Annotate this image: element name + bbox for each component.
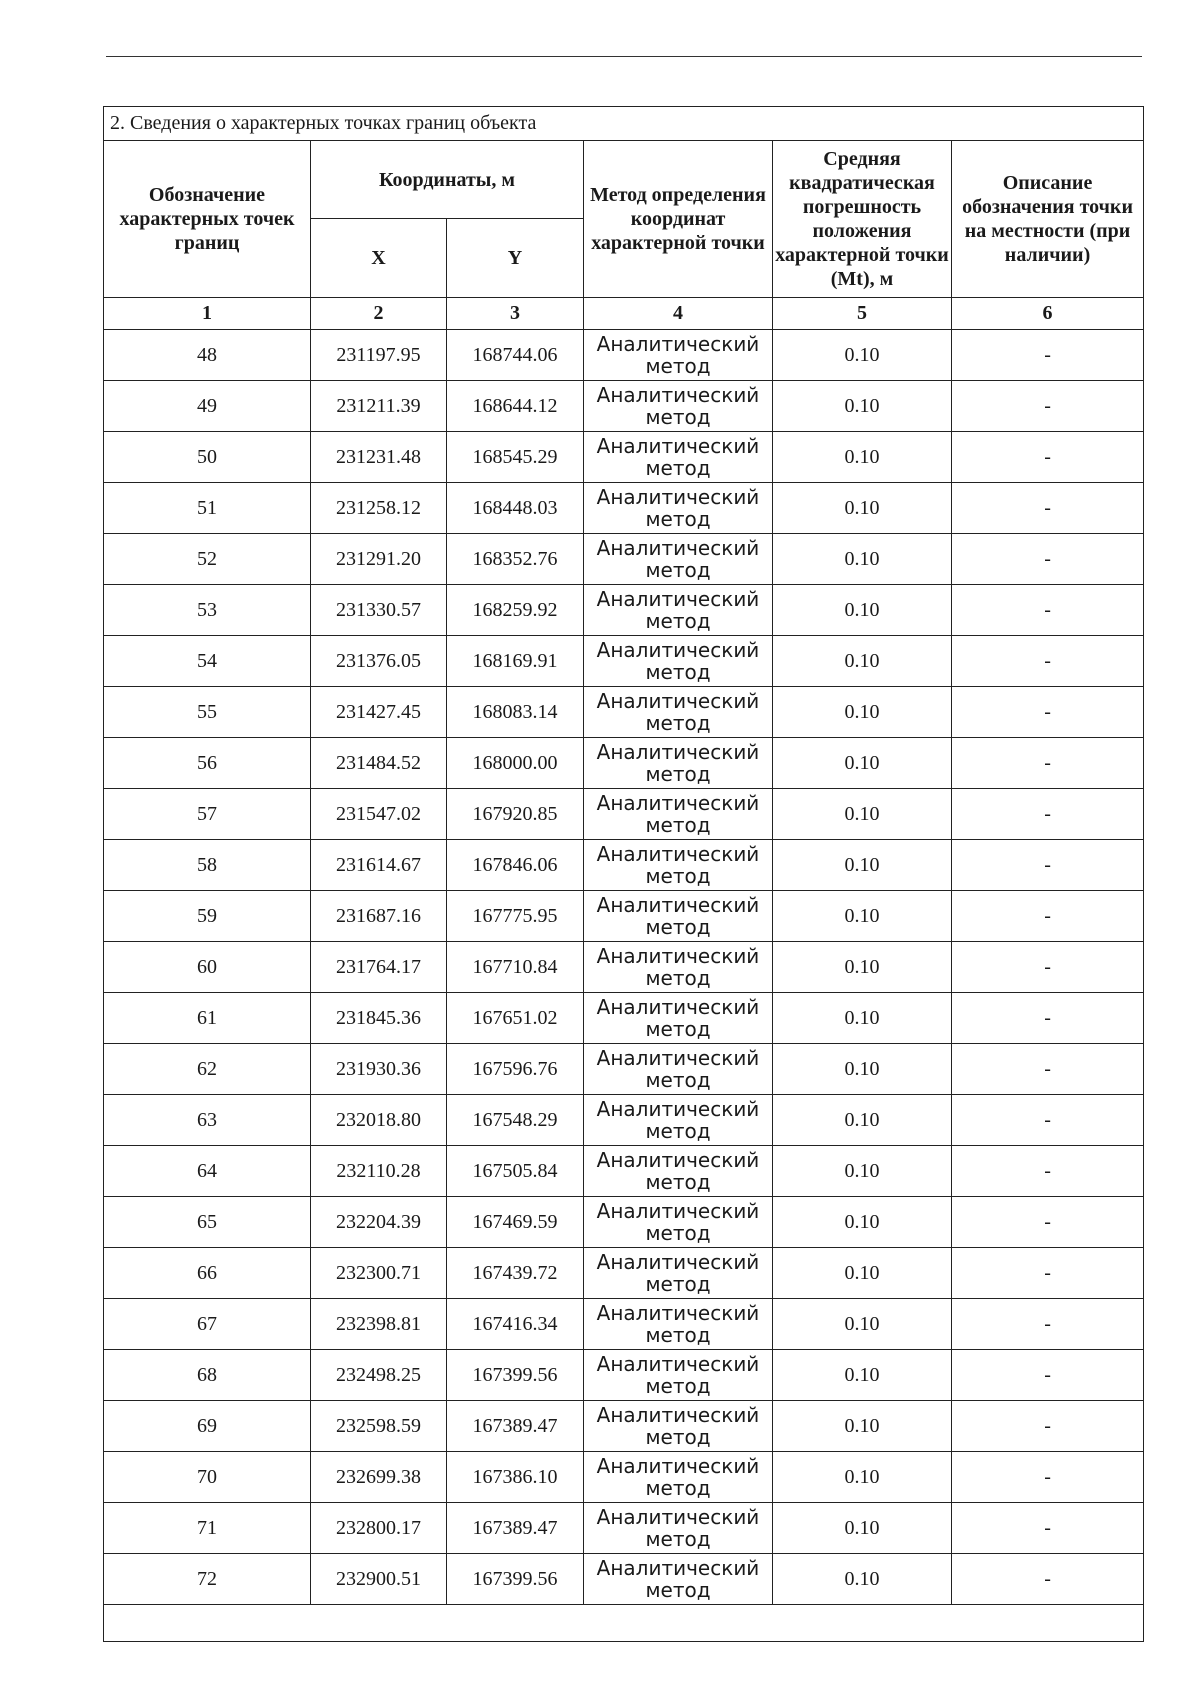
table-row: [104, 993, 1144, 1044]
column-number: 1: [104, 298, 311, 330]
description-cell: -: [952, 840, 1144, 891]
description-cell: -: [952, 330, 1144, 381]
error-cell: 0.10: [773, 1146, 952, 1197]
y-coordinate-cell: 168000.00: [447, 738, 584, 789]
column-number: 6: [952, 298, 1144, 330]
method-cell: Аналитический метод: [584, 381, 773, 432]
y-coordinate-cell: 167920.85: [447, 789, 584, 840]
document-sheet: [103, 106, 1143, 1642]
x-coordinate-cell: 232204.39: [311, 1197, 447, 1248]
error-cell: 0.10: [773, 942, 952, 993]
x-coordinate-cell: 231484.52: [311, 738, 447, 789]
table-row: [104, 687, 1144, 738]
table-row: [104, 330, 1144, 381]
table-row: [104, 789, 1144, 840]
error-cell: 0.10: [773, 534, 952, 585]
y-coordinate-cell: 167399.56: [447, 1350, 584, 1401]
method-cell: Аналитический метод: [584, 483, 773, 534]
description-cell: -: [952, 789, 1144, 840]
y-coordinate-cell: 167439.72: [447, 1248, 584, 1299]
description-cell: -: [952, 993, 1144, 1044]
x-coordinate-cell: 231614.67: [311, 840, 447, 891]
error-cell: 0.10: [773, 1350, 952, 1401]
point-number-cell: 55: [104, 687, 311, 738]
column-number: 2: [311, 298, 447, 330]
description-cell: -: [952, 381, 1144, 432]
point-number-cell: 54: [104, 636, 311, 687]
x-coordinate-cell: 231845.36: [311, 993, 447, 1044]
x-coordinate-cell: 231687.16: [311, 891, 447, 942]
method-cell: Аналитический метод: [584, 636, 773, 687]
x-coordinate-cell: 232900.51: [311, 1554, 447, 1605]
method-cell: Аналитический метод: [584, 432, 773, 483]
table-row: [104, 891, 1144, 942]
x-coordinate-cell: 232398.81: [311, 1299, 447, 1350]
error-cell: 0.10: [773, 1044, 952, 1095]
method-cell: Аналитический метод: [584, 738, 773, 789]
y-coordinate-cell: 167775.95: [447, 891, 584, 942]
empty-footer-row: [104, 1605, 1144, 1642]
header-error: Средняя квадратическая погрешность положения характерной точки (Mt), м: [773, 141, 952, 298]
y-coordinate-cell: 167651.02: [447, 993, 584, 1044]
y-coordinate-cell: 168644.12: [447, 381, 584, 432]
top-rule: [106, 56, 1142, 57]
table-row: [104, 738, 1144, 789]
description-cell: -: [952, 1503, 1144, 1554]
error-cell: 0.10: [773, 330, 952, 381]
x-coordinate-cell: 232018.80: [311, 1095, 447, 1146]
error-cell: 0.10: [773, 738, 952, 789]
x-coordinate-cell: 232598.59: [311, 1401, 447, 1452]
error-cell: 0.10: [773, 1401, 952, 1452]
description-cell: -: [952, 1146, 1144, 1197]
error-cell: 0.10: [773, 1248, 952, 1299]
header-y: Y: [447, 219, 584, 298]
error-cell: 0.10: [773, 1452, 952, 1503]
description-cell: -: [952, 942, 1144, 993]
table-row: [104, 1095, 1144, 1146]
method-cell: Аналитический метод: [584, 1044, 773, 1095]
method-cell: Аналитический метод: [584, 687, 773, 738]
y-coordinate-cell: 167596.76: [447, 1044, 584, 1095]
error-cell: 0.10: [773, 1554, 952, 1605]
table-row: [104, 1503, 1144, 1554]
point-number-cell: 60: [104, 942, 311, 993]
y-coordinate-cell: 168259.92: [447, 585, 584, 636]
method-cell: Аналитический метод: [584, 1248, 773, 1299]
error-cell: 0.10: [773, 891, 952, 942]
x-coordinate-cell: 231547.02: [311, 789, 447, 840]
x-coordinate-cell: 232699.38: [311, 1452, 447, 1503]
column-number: 3: [447, 298, 584, 330]
error-cell: 0.10: [773, 1503, 952, 1554]
y-coordinate-cell: 167548.29: [447, 1095, 584, 1146]
point-number-cell: 70: [104, 1452, 311, 1503]
header-designation: Обозначение характерных точек границ: [104, 141, 311, 298]
y-coordinate-cell: 168545.29: [447, 432, 584, 483]
x-coordinate-cell: 231211.39: [311, 381, 447, 432]
header-description: Описание обозначения точки на местности (при наличии): [952, 141, 1144, 298]
y-coordinate-cell: 167386.10: [447, 1452, 584, 1503]
y-coordinate-cell: 167399.56: [447, 1554, 584, 1605]
description-cell: -: [952, 1554, 1144, 1605]
point-number-cell: 63: [104, 1095, 311, 1146]
y-coordinate-cell: 168169.91: [447, 636, 584, 687]
point-number-cell: 53: [104, 585, 311, 636]
section-title: 2. Сведения о характерных точках границ объекта: [104, 107, 1144, 141]
description-cell: -: [952, 1248, 1144, 1299]
error-cell: 0.10: [773, 636, 952, 687]
y-coordinate-cell: 167846.06: [447, 840, 584, 891]
x-coordinate-cell: 231258.12: [311, 483, 447, 534]
method-cell: Аналитический метод: [584, 1452, 773, 1503]
description-cell: -: [952, 432, 1144, 483]
x-coordinate-cell: 231197.95: [311, 330, 447, 381]
column-numbers-row: [104, 298, 1144, 330]
point-number-cell: 65: [104, 1197, 311, 1248]
y-coordinate-cell: 167710.84: [447, 942, 584, 993]
y-coordinate-cell: 168083.14: [447, 687, 584, 738]
table-row: [104, 942, 1144, 993]
description-cell: -: [952, 534, 1144, 585]
point-number-cell: 58: [104, 840, 311, 891]
error-cell: 0.10: [773, 840, 952, 891]
point-number-cell: 49: [104, 381, 311, 432]
description-cell: -: [952, 687, 1144, 738]
header-coordinates: Координаты, м: [311, 141, 584, 219]
method-cell: Аналитический метод: [584, 1146, 773, 1197]
method-cell: Аналитический метод: [584, 1350, 773, 1401]
error-cell: 0.10: [773, 585, 952, 636]
method-cell: Аналитический метод: [584, 1554, 773, 1605]
table-row: [104, 432, 1144, 483]
method-cell: Аналитический метод: [584, 840, 773, 891]
table-row: [104, 1401, 1144, 1452]
method-cell: Аналитический метод: [584, 1401, 773, 1452]
x-coordinate-cell: 231291.20: [311, 534, 447, 585]
error-cell: 0.10: [773, 993, 952, 1044]
method-cell: Аналитический метод: [584, 534, 773, 585]
table-row: [104, 585, 1144, 636]
description-cell: -: [952, 585, 1144, 636]
point-number-cell: 62: [104, 1044, 311, 1095]
error-cell: 0.10: [773, 687, 952, 738]
error-cell: 0.10: [773, 1197, 952, 1248]
description-cell: -: [952, 1350, 1144, 1401]
point-number-cell: 64: [104, 1146, 311, 1197]
x-coordinate-cell: 231330.57: [311, 585, 447, 636]
table-row: [104, 636, 1144, 687]
method-cell: Аналитический метод: [584, 1095, 773, 1146]
point-number-cell: 69: [104, 1401, 311, 1452]
method-cell: Аналитический метод: [584, 891, 773, 942]
table-row: [104, 1248, 1144, 1299]
y-coordinate-cell: 168744.06: [447, 330, 584, 381]
x-coordinate-cell: 232800.17: [311, 1503, 447, 1554]
x-coordinate-cell: 231427.45: [311, 687, 447, 738]
error-cell: 0.10: [773, 1095, 952, 1146]
header-row-1: [104, 141, 1144, 219]
point-number-cell: 68: [104, 1350, 311, 1401]
method-cell: Аналитический метод: [584, 1503, 773, 1554]
method-cell: Аналитический метод: [584, 993, 773, 1044]
boundary-points-table: [103, 106, 1144, 1642]
header-method: Метод определения координат характерной точки: [584, 141, 773, 298]
description-cell: -: [952, 738, 1144, 789]
x-coordinate-cell: 232110.28: [311, 1146, 447, 1197]
description-cell: -: [952, 1095, 1144, 1146]
description-cell: -: [952, 483, 1144, 534]
description-cell: -: [952, 891, 1144, 942]
point-number-cell: 48: [104, 330, 311, 381]
error-cell: 0.10: [773, 381, 952, 432]
table-row: [104, 1197, 1144, 1248]
x-coordinate-cell: 231764.17: [311, 942, 447, 993]
table-row: [104, 1146, 1144, 1197]
description-cell: -: [952, 1197, 1144, 1248]
point-number-cell: 71: [104, 1503, 311, 1554]
error-cell: 0.10: [773, 1299, 952, 1350]
x-coordinate-cell: 232498.25: [311, 1350, 447, 1401]
y-coordinate-cell: 168448.03: [447, 483, 584, 534]
x-coordinate-cell: 231376.05: [311, 636, 447, 687]
x-coordinate-cell: 231930.36: [311, 1044, 447, 1095]
description-cell: -: [952, 1299, 1144, 1350]
error-cell: 0.10: [773, 432, 952, 483]
table-row: [104, 1554, 1144, 1605]
point-number-cell: 72: [104, 1554, 311, 1605]
table-row: [104, 534, 1144, 585]
description-cell: -: [952, 1452, 1144, 1503]
x-coordinate-cell: 232300.71: [311, 1248, 447, 1299]
table-row: [104, 1452, 1144, 1503]
method-cell: Аналитический метод: [584, 1197, 773, 1248]
point-number-cell: 59: [104, 891, 311, 942]
table-row: [104, 1299, 1144, 1350]
table-row: [104, 381, 1144, 432]
empty-footer-cell: [104, 1605, 1144, 1642]
method-cell: Аналитический метод: [584, 585, 773, 636]
point-number-cell: 57: [104, 789, 311, 840]
error-cell: 0.10: [773, 789, 952, 840]
y-coordinate-cell: 167389.47: [447, 1401, 584, 1452]
y-coordinate-cell: 167469.59: [447, 1197, 584, 1248]
header-x: X: [311, 219, 447, 298]
table-row: [104, 1044, 1144, 1095]
method-cell: Аналитический метод: [584, 789, 773, 840]
description-cell: -: [952, 636, 1144, 687]
y-coordinate-cell: 167389.47: [447, 1503, 584, 1554]
point-number-cell: 61: [104, 993, 311, 1044]
point-number-cell: 56: [104, 738, 311, 789]
column-number: 4: [584, 298, 773, 330]
table-row: [104, 840, 1144, 891]
table-row: [104, 1350, 1144, 1401]
point-number-cell: 50: [104, 432, 311, 483]
y-coordinate-cell: 168352.76: [447, 534, 584, 585]
y-coordinate-cell: 167505.84: [447, 1146, 584, 1197]
method-cell: Аналитический метод: [584, 1299, 773, 1350]
method-cell: Аналитический метод: [584, 330, 773, 381]
y-coordinate-cell: 167416.34: [447, 1299, 584, 1350]
error-cell: 0.10: [773, 483, 952, 534]
section-title-row: [104, 107, 1144, 141]
table-row: [104, 483, 1144, 534]
point-number-cell: 67: [104, 1299, 311, 1350]
description-cell: -: [952, 1401, 1144, 1452]
point-number-cell: 66: [104, 1248, 311, 1299]
description-cell: -: [952, 1044, 1144, 1095]
method-cell: Аналитический метод: [584, 942, 773, 993]
column-number: 5: [773, 298, 952, 330]
point-number-cell: 51: [104, 483, 311, 534]
point-number-cell: 52: [104, 534, 311, 585]
x-coordinate-cell: 231231.48: [311, 432, 447, 483]
